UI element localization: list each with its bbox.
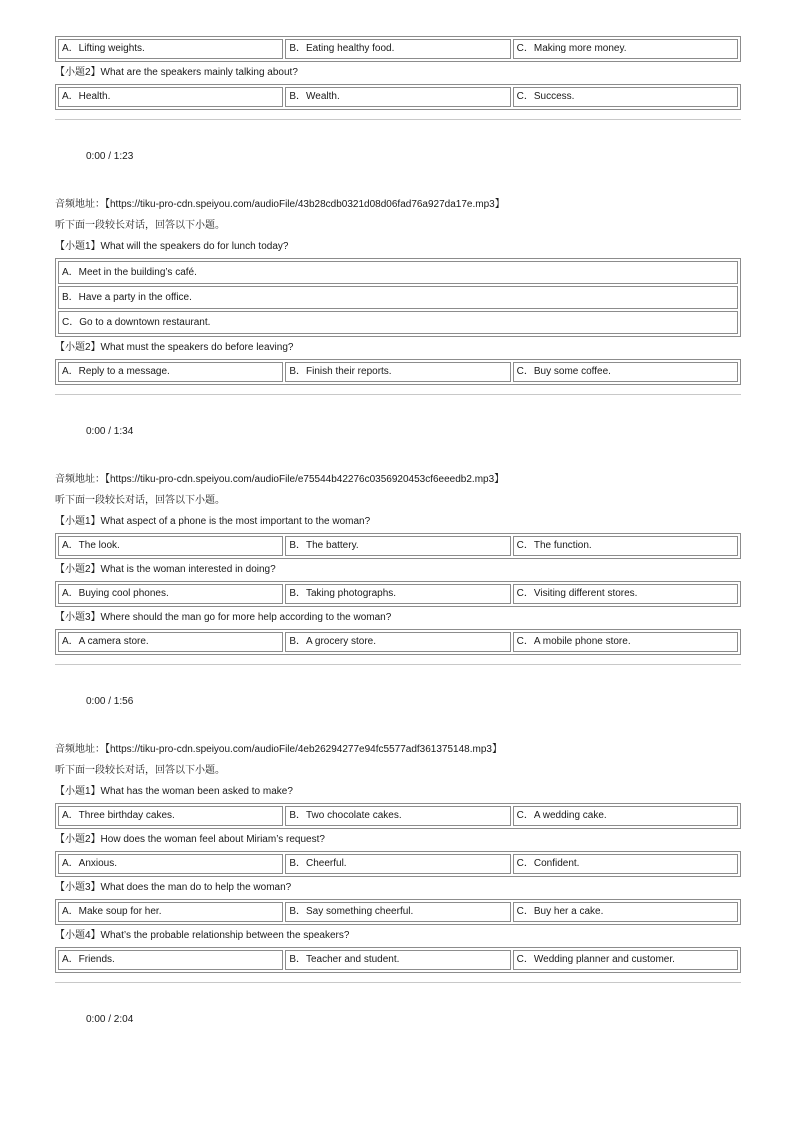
option-a: A．Friends. (58, 950, 283, 970)
option-a: A．The look. (58, 536, 283, 556)
audio-address: 音频地址：【https://tiku-pro-cdn.speiyou.com/audioFile/4eb26294277e94fc5577adf361375148.mp3】 (55, 744, 502, 755)
instruction-text: 听下面一段较长对话，回答以下小题。 (55, 495, 225, 506)
options-table (55, 947, 741, 973)
option-b: B．Cheerful. (285, 854, 510, 874)
question-stem: 【小题4】What’s the probable relationship between the speakers? (55, 930, 350, 941)
option-c: C．Buy some coffee. (513, 362, 738, 382)
question-stem: 【小题3】Where should the man go for more help according to the woman? (55, 612, 392, 623)
option-b: B．A grocery store. (285, 632, 510, 652)
option-c: C．Visiting different stores. (513, 584, 738, 604)
option-b: B．The battery. (285, 536, 510, 556)
option-c: C．Buy her a cake. (513, 902, 738, 922)
option-a: A．Health. (58, 87, 283, 107)
option-b: B．Taking photographs. (285, 584, 510, 604)
option-b: B．Two chocolate cakes. (285, 806, 510, 826)
question-stem: 【小题2】How does the woman feel about Miriam’s request? (55, 834, 325, 845)
audio-player-time[interactable]: 0:00 / 1:56 (86, 696, 134, 707)
option-c: C．Confident. (513, 854, 738, 874)
options-table (55, 359, 741, 385)
option-a: A．Make soup for her. (58, 902, 283, 922)
options-table-stacked (55, 258, 741, 337)
option-c: C．Go to a downtown restaurant. (58, 311, 738, 334)
question-stem: 【小题1】What has the woman been asked to make? (55, 786, 293, 797)
option-b: B．Have a party in the office. (58, 286, 738, 309)
option-c: C．Making more money. (513, 39, 738, 59)
option-b: B．Teacher and student. (285, 950, 510, 970)
option-c: C．Success. (513, 87, 738, 107)
question-stem: 【小题1】What aspect of a phone is the most important to the woman? (55, 516, 371, 527)
option-a: A．Meet in the building’s café. (58, 261, 738, 284)
option-a: A．Buying cool phones. (58, 584, 283, 604)
instruction-text: 听下面一段较长对话，回答以下小题。 (55, 220, 225, 231)
audio-player-time[interactable]: 0:00 / 1:34 (86, 426, 134, 437)
audio-player-time[interactable]: 0:00 / 1:23 (86, 151, 134, 162)
question-stem: 【小题3】What does the man do to help the woman? (55, 882, 292, 893)
options-table (55, 581, 741, 607)
option-c: C．Wedding planner and customer. (513, 950, 738, 970)
option-b: B．Wealth. (285, 87, 510, 107)
audio-address: 音频地址：【https://tiku-pro-cdn.speiyou.com/audioFile/43b28cdb0321d08d06fad76a927da17e.mp3】 (55, 199, 505, 210)
worksheet-page (55, 36, 741, 1027)
option-c: C．The function. (513, 536, 738, 556)
option-a: A．Three birthday cakes. (58, 806, 283, 826)
instruction-text: 听下面一段较长对话，回答以下小题。 (55, 765, 225, 776)
option-b: B．Say something cheerful. (285, 902, 510, 922)
question-stem: 【小题1】What will the speakers do for lunch today? (55, 241, 289, 252)
option-c: C．A wedding cake. (513, 806, 738, 826)
options-table (55, 533, 741, 559)
options-table (55, 629, 741, 655)
option-a: A．Anxious. (58, 854, 283, 874)
options-table (55, 803, 741, 829)
option-a: A．A camera store. (58, 632, 283, 652)
question-stem: 【小题2】What are the speakers mainly talking about? (55, 67, 298, 78)
option-a: A．Lifting weights. (58, 39, 283, 59)
options-table (55, 84, 741, 110)
question-stem: 【小题2】What is the woman interested in doing? (55, 564, 276, 575)
option-b: B．Finish their reports. (285, 362, 510, 382)
options-table (55, 851, 741, 877)
option-c: C．A mobile phone store. (513, 632, 738, 652)
audio-player-time[interactable]: 0:00 / 2:04 (86, 1014, 134, 1025)
options-table (55, 36, 741, 62)
question-stem: 【小题2】What must the speakers do before leaving? (55, 342, 294, 353)
option-b: B．Eating healthy food. (285, 39, 510, 59)
options-table (55, 899, 741, 925)
option-a: A．Reply to a message. (58, 362, 283, 382)
audio-address: 音频地址：【https://tiku-pro-cdn.speiyou.com/audioFile/e75544b42276c0356920453cf6eeedb2.mp3】 (55, 474, 505, 485)
